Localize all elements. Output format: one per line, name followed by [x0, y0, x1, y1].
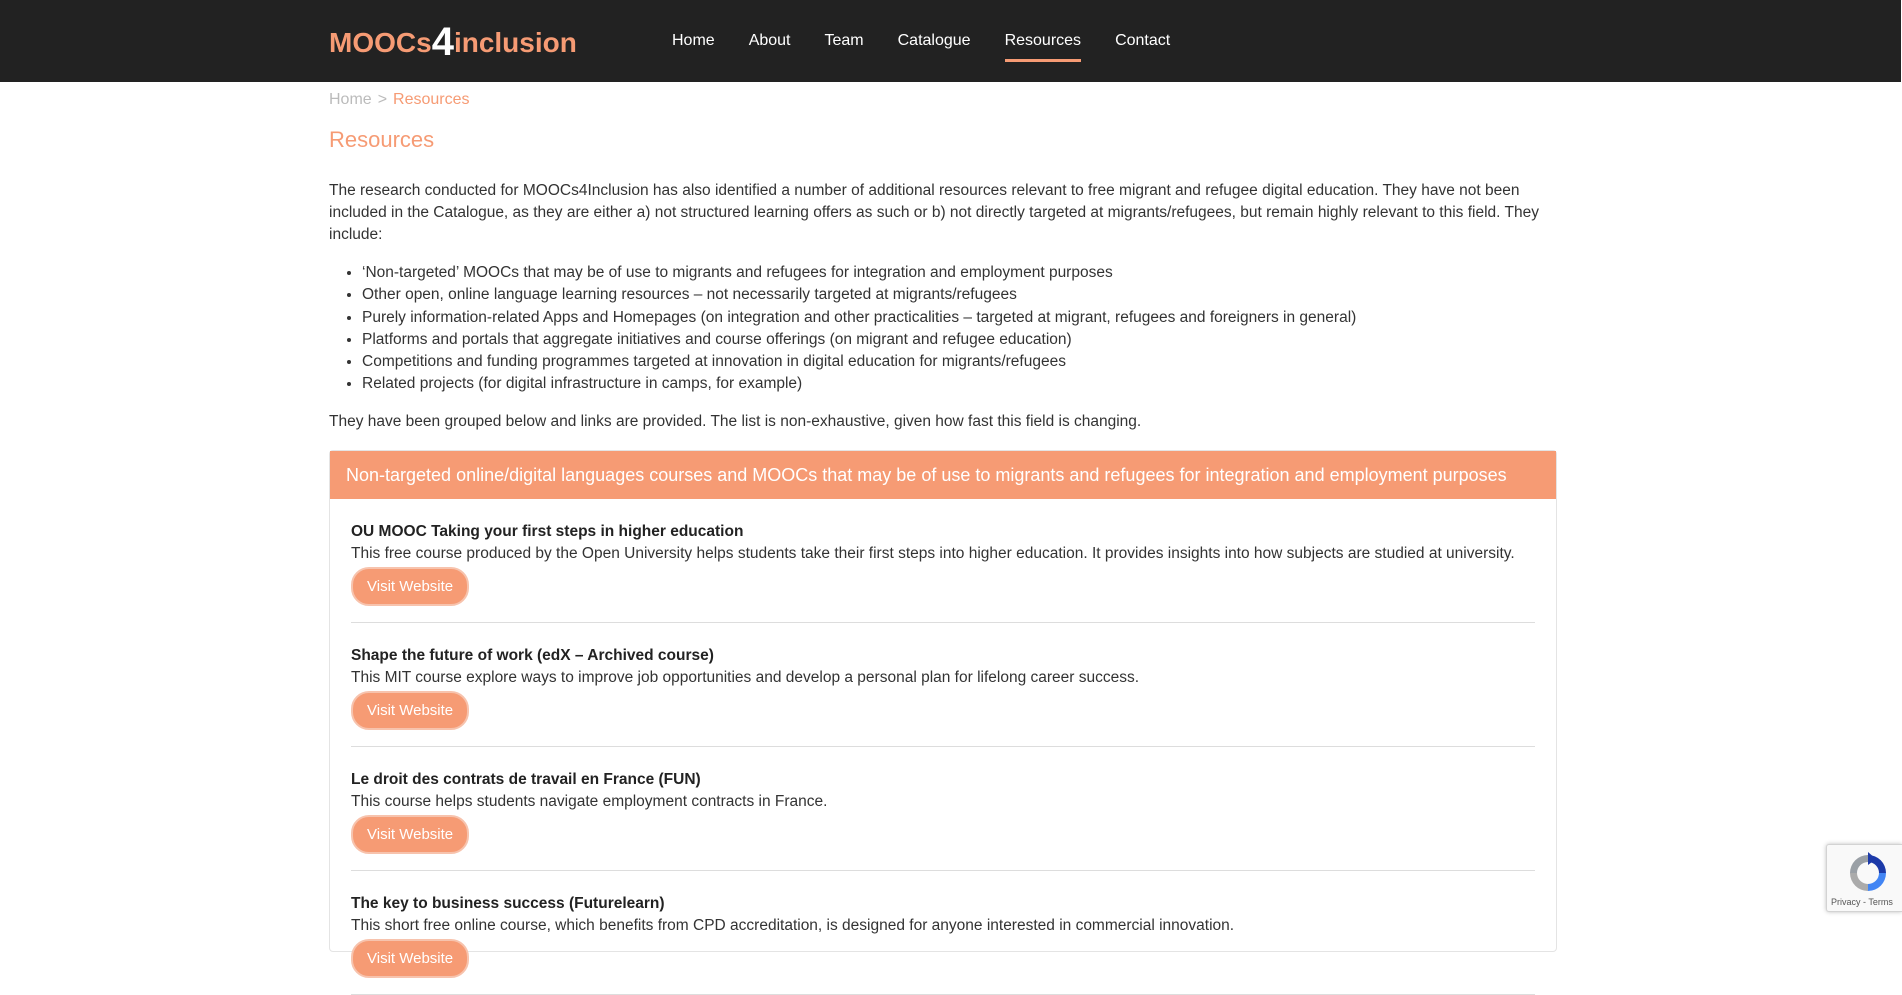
visit-website-button[interactable]: Visit Website	[351, 939, 469, 978]
resource-item	[351, 747, 1535, 871]
breadcrumb-current: Resources	[393, 91, 470, 108]
resource-item	[351, 623, 1535, 747]
resource-description: This free course produced by the Open University helps students take their first steps into higher education. It provides insights into how subjects are studied at university.	[351, 545, 1515, 562]
list-item: • Platforms and portals that aggregate initiatives and course offerings (on migrant and refugee education)	[362, 329, 1590, 351]
nav-about[interactable]: About	[748, 32, 791, 49]
nav-contact[interactable]: Contact	[1115, 32, 1171, 49]
visit-website-button[interactable]: Visit Website	[351, 567, 469, 606]
logo-text-four: 4	[431, 20, 454, 64]
list-item: • Purely information-related Apps and Homepages (on integration and other practicalities – targeted at migrant, refugees and foreigners in general)	[362, 307, 1590, 329]
resources-panel	[329, 450, 1557, 967]
visit-website-button[interactable]: Visit Website	[351, 691, 469, 730]
resource-title: Le droit des contrats de travail en France (FUN)	[351, 771, 701, 788]
recaptcha-icon	[1846, 851, 1890, 895]
recaptcha-badge[interactable]	[1826, 844, 1902, 912]
nav-catalogue[interactable]: Catalogue	[897, 32, 971, 49]
list-item: • Related projects (for digital infrastructure in camps, for example)	[362, 373, 1590, 395]
breadcrumb-home[interactable]: Home	[329, 91, 372, 108]
nav-resources[interactable]: Resources	[988, 0, 1098, 82]
panel-body	[330, 499, 1556, 995]
resource-title: The key to business success (Futurelearn)	[351, 895, 665, 912]
list-item: • Other open, online language learning resources – not necessarily targeted at migrants/refugees	[362, 284, 1590, 306]
page-title: Resources	[329, 127, 435, 152]
top-navigation-bar	[0, 0, 1901, 82]
list-item: • ‘Non-targeted’ MOOCs that may be of use to migrants and refugees for integration and employment purposes	[362, 262, 1590, 284]
visit-website-button[interactable]: Visit Website	[351, 815, 469, 854]
resource-item	[351, 871, 1535, 995]
list-item: • Competitions and funding programmes targeted at innovation in digital education for migrants/refugees	[362, 351, 1590, 373]
outro-paragraph: They have been grouped below and links are provided. The list is non-exhaustive, given how fast this field is changing.	[329, 413, 1142, 430]
resource-title: OU MOOC Taking your first steps in higher education	[351, 523, 744, 540]
resource-item	[351, 499, 1535, 623]
logo-text-inclusion: inclusion	[453, 27, 577, 58]
nav-team[interactable]: Team	[824, 32, 864, 49]
logo-text-moocs: MOOCs	[329, 27, 432, 58]
panel-heading: Non-targeted online/digital languages courses and MOOCs that may be of use to migrants and refugees for integration and employment purposes	[330, 451, 1556, 499]
resource-description: This short free online course, which benefits from CPD accreditation, is designed for anyone interested in commercial innovation.	[351, 917, 1235, 934]
breadcrumb-separator: >	[377, 91, 388, 108]
nav-home[interactable]: Home	[672, 32, 715, 49]
resource-title: Shape the future of work (edX – Archived course)	[351, 647, 714, 664]
resource-description: This course helps students navigate employment contracts in France.	[351, 793, 828, 810]
resource-description: This MIT course explore ways to improve job opportunities and develop a personal plan for lifelong career success.	[351, 669, 1140, 686]
breadcrumb	[329, 91, 470, 109]
site-logo[interactable]	[329, 17, 577, 62]
resource-types-list	[329, 262, 1590, 396]
main-nav	[655, 0, 1187, 82]
recaptcha-links[interactable]: Privacy - Terms	[1831, 897, 1893, 907]
intro-paragraph: The research conducted for MOOCs4Inclusion has also identified a number of additional resources relevant to free migrant and refugee digital education. They have not been included in the Catalogue, as they are either a) not structured learning offers as such or b) not directly targeted at migrants/refugees, but remain highly relevant to this field. They include:	[329, 182, 1539, 243]
